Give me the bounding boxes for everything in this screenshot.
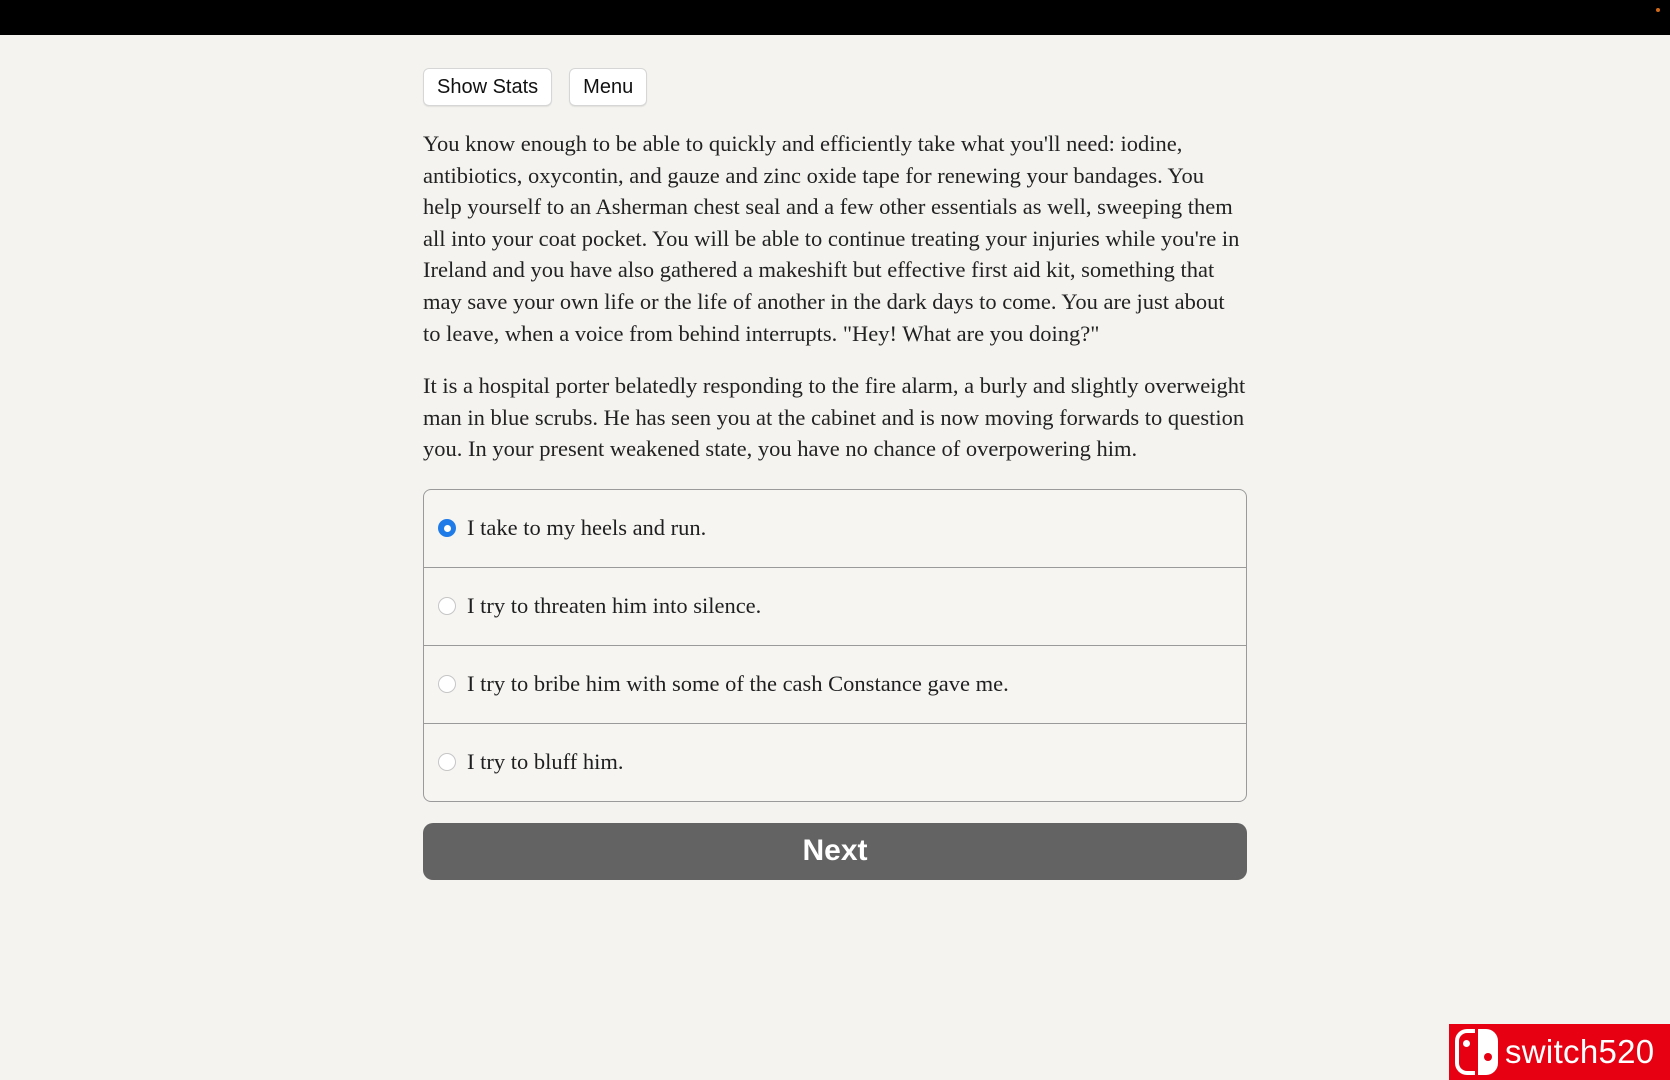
- show-stats-button[interactable]: Show Stats: [423, 68, 552, 106]
- choice-option-run[interactable]: [424, 490, 1246, 568]
- radio-button[interactable]: [438, 519, 456, 537]
- choice-option-bluff[interactable]: [424, 724, 1246, 801]
- radio-button[interactable]: [438, 675, 456, 693]
- watermark-text: switch520: [1505, 1033, 1655, 1070]
- choice-list: [423, 489, 1247, 802]
- story-paragraph: It is a hospital porter belatedly responding to the fire alarm, a burly and slightly overweight man in blue scrubs. He has seen you at the cabinet and is now moving forwards to question you. In your present weakened state, you have no chance of overpowering him.: [423, 373, 1246, 462]
- choice-label: I take to my heels and run.: [467, 515, 707, 541]
- game-content: [423, 68, 1247, 880]
- watermark-badge: [1449, 1024, 1670, 1080]
- nintendo-switch-logo-icon: [1449, 1024, 1505, 1080]
- choice-label: I try to bribe him with some of the cash Constance gave me.: [467, 671, 1009, 697]
- next-button[interactable]: Next: [423, 823, 1247, 880]
- story-paragraph: You know enough to be able to quickly and efficiently take what you'll need: iodine, antibiotics, oxycontin, and gauze and zinc oxide tape for renewing your bandages. You help yourself to an Asherman chest seal and a few other essentials as well, sweeping them all into your coat pocket. You will be able to continue treating your injuries while you're in Ireland and you have also gathered a makeshift but effective first aid kit, something that may save your own life or the life of another in the dark days to come. You are just about to leave, when a voice from behind interrupts. "Hey! What are you doing?": [423, 131, 1240, 346]
- choice-option-bribe[interactable]: [424, 646, 1246, 724]
- story-passage: [423, 128, 1247, 465]
- top-bar: [0, 0, 1670, 35]
- radio-button[interactable]: [438, 597, 456, 615]
- toolbar: [423, 68, 1247, 106]
- choice-label: I try to threaten him into silence.: [467, 593, 762, 619]
- menu-button[interactable]: Menu: [569, 68, 647, 106]
- choice-label: I try to bluff him.: [467, 749, 624, 775]
- choice-option-threaten[interactable]: [424, 568, 1246, 646]
- status-indicator-dot: [1656, 8, 1660, 12]
- radio-button[interactable]: [438, 753, 456, 771]
